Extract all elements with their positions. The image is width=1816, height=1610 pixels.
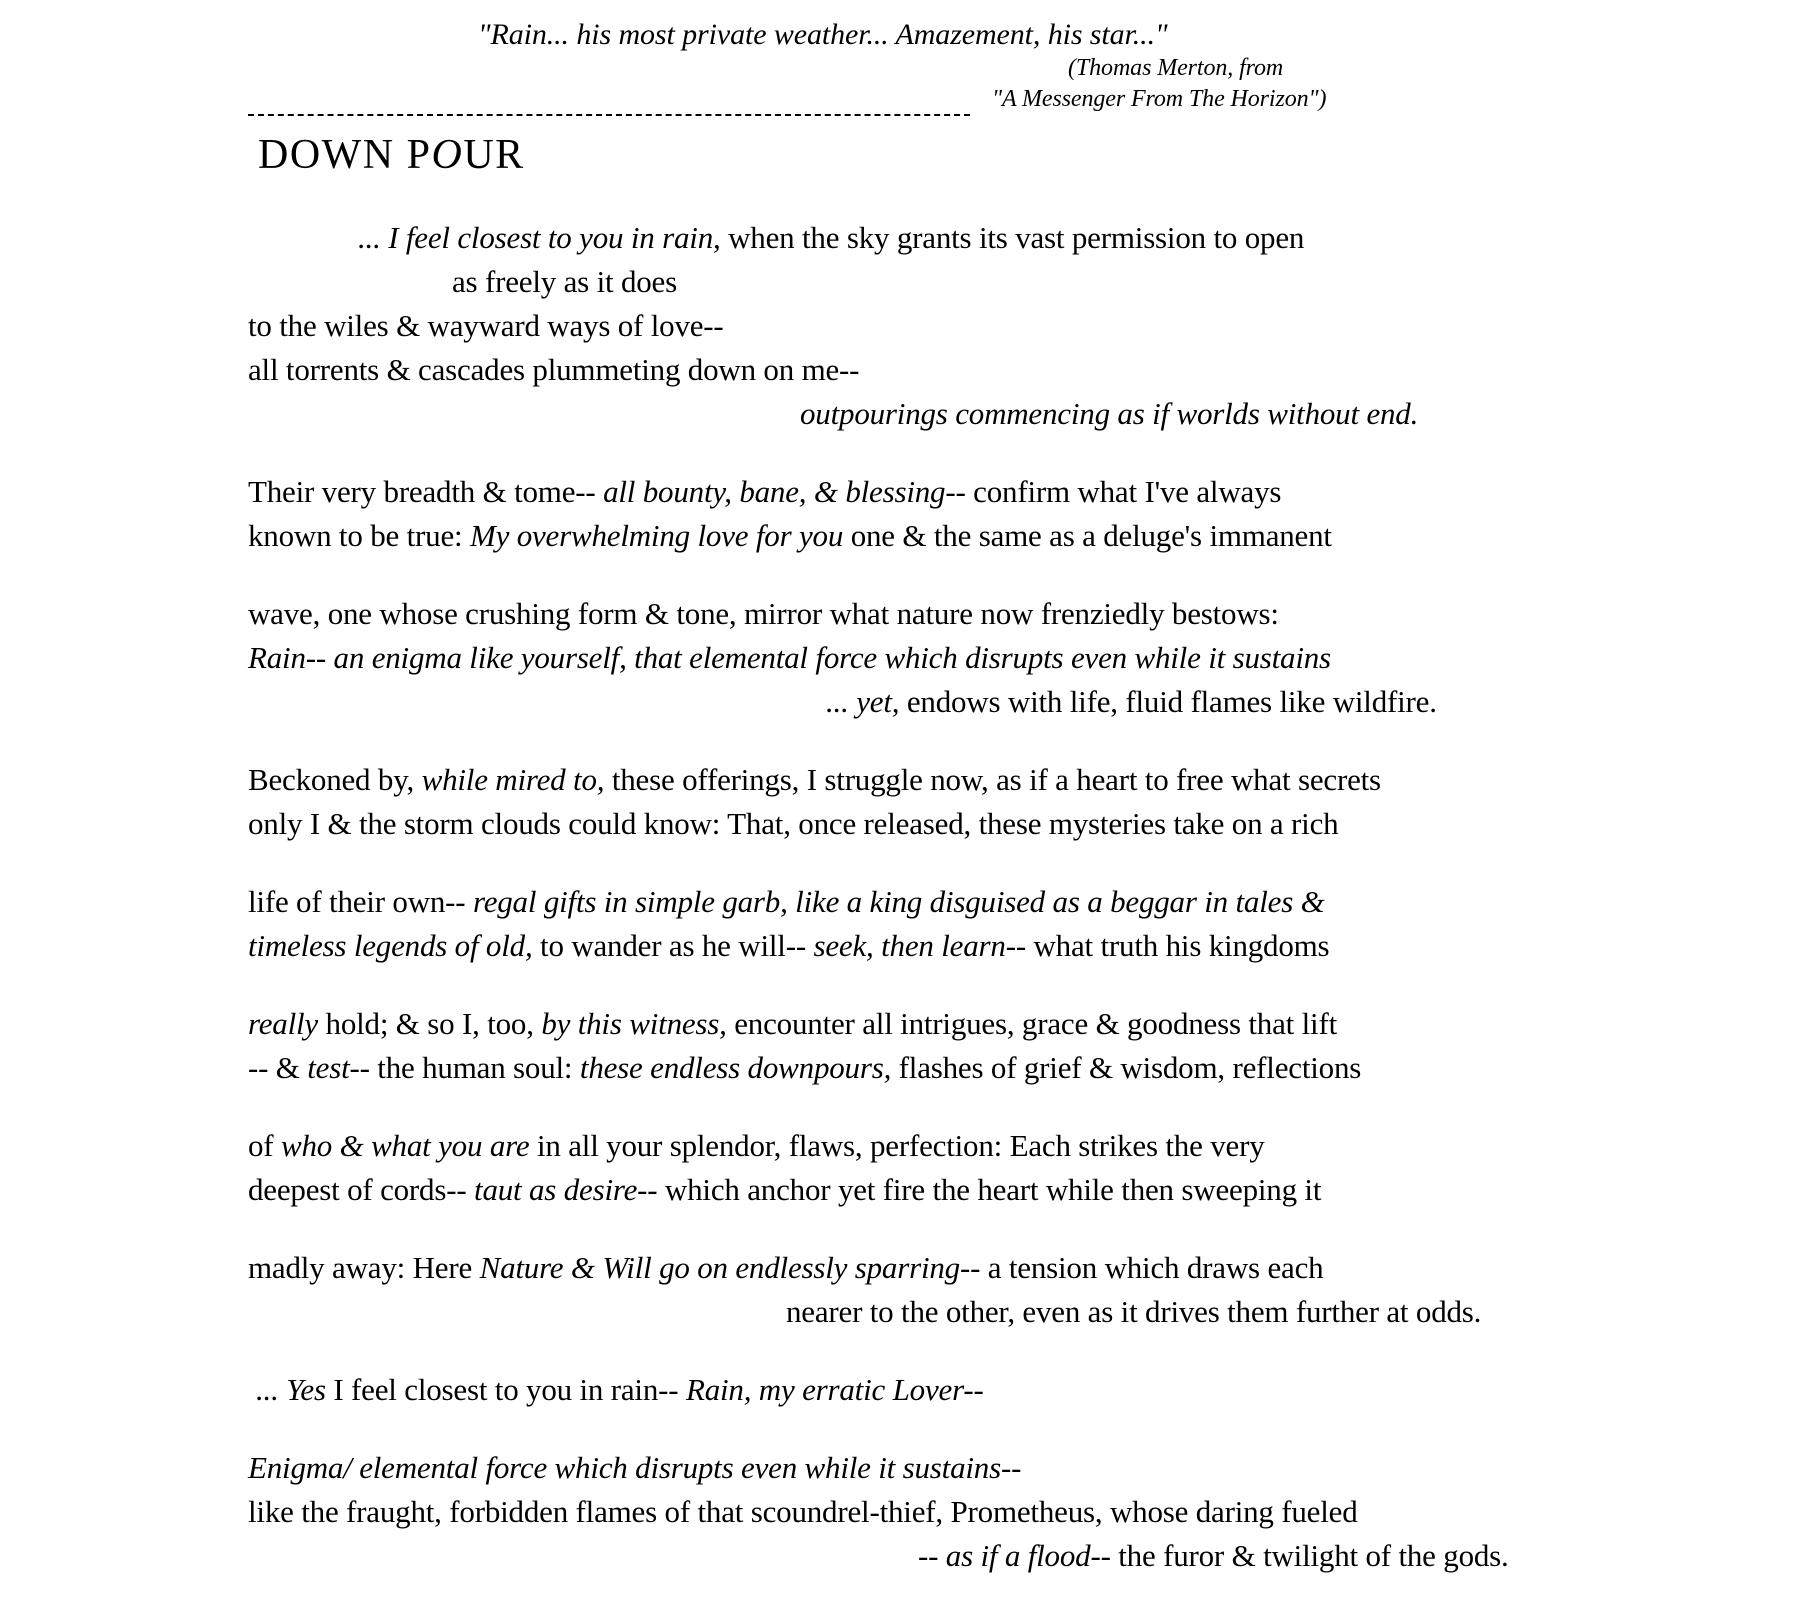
roman-run: known to be true: <box>248 518 470 553</box>
roman-run: when the sky grants its vast permission to open <box>720 220 1305 255</box>
roman-run: hold; & so I, too, <box>317 1006 542 1041</box>
italic-run: Rain-- an enigma like yourself, that elemental force which disrupts even while it sustains <box>248 640 1331 675</box>
italic-run: outpourings commencing as if worlds without end. <box>800 396 1419 431</box>
poem-line <box>0 1490 1816 1534</box>
roman-run: -- the human soul: <box>349 1050 580 1085</box>
roman-run: these offerings, I struggle now, as if a heart to free what secrets <box>604 762 1381 797</box>
stanza <box>0 1124 1816 1212</box>
poem-line <box>0 802 1816 846</box>
page-title-italic-o: O <box>431 132 464 178</box>
poem-line <box>0 1290 1816 1334</box>
italic-run: Rain, my erratic Lover-- <box>685 1372 984 1407</box>
italic-run: really <box>248 1006 318 1041</box>
poem-line <box>0 348 1816 392</box>
poem-line <box>0 304 1816 348</box>
roman-run: nearer to the other, even as it drives them further at odds. <box>786 1294 1482 1329</box>
stanza <box>0 216 1816 436</box>
poem-body <box>0 180 1816 1578</box>
poem-line <box>0 758 1816 802</box>
stanza <box>0 592 1816 724</box>
italic-run: Enigma/ elemental force which disrupts even while it sustains-- <box>248 1450 1022 1485</box>
roman-run: madly away: Here <box>248 1250 480 1285</box>
poem-line <box>0 880 1816 924</box>
epigraph-source-line-1: (Thomas Merton, from <box>1068 55 1284 81</box>
poem-line <box>0 1124 1816 1168</box>
roman-run: all torrents & cascades plummeting down on me-- <box>248 352 860 387</box>
italic-run: as if a flood <box>945 1538 1091 1573</box>
roman-run: flashes of grief & wisdom, reflections <box>891 1050 1362 1085</box>
page-title-part-1: DOWN P <box>258 132 432 178</box>
roman-run: only I & the storm clouds could know: That, once released, these mysteries take on a rich <box>248 806 1339 841</box>
roman-run: -- <box>918 1538 946 1573</box>
italic-run: My overwhelming love for you <box>469 518 844 553</box>
poem-line <box>0 1168 1816 1212</box>
roman-run: one & the same as a deluge's immanent <box>843 518 1332 553</box>
stanza <box>0 1368 1816 1412</box>
italic-run: by this witness, <box>541 1006 727 1041</box>
epigraph-source-line-2: "A Messenger From The Horizon") <box>992 86 1327 112</box>
roman-run: life of their own-- <box>248 884 473 919</box>
roman-run: to the wiles & wayward ways of love-- <box>248 308 724 343</box>
epigraph-block <box>0 0 1816 114</box>
poem-line <box>0 260 1816 304</box>
italic-run: test <box>307 1050 350 1085</box>
roman-run: -- the furor & twilight of the gods. <box>1090 1538 1509 1573</box>
stanza <box>0 880 1816 968</box>
roman-run: -- confirm what I've always <box>945 474 1282 509</box>
italic-run: who & what you are <box>280 1128 530 1163</box>
roman-run: to wander as he will-- <box>532 928 814 963</box>
poem-line <box>0 680 1816 724</box>
italic-run: timeless legends of old, <box>248 928 533 963</box>
poem-line <box>0 1046 1816 1090</box>
page-title <box>0 114 1816 180</box>
poem-line <box>0 636 1816 680</box>
italic-run: ... Yes <box>256 1372 326 1407</box>
roman-run: of <box>248 1128 281 1163</box>
roman-run: Their very breadth & tome-- <box>248 474 604 509</box>
poem-line <box>0 216 1816 260</box>
italic-run: ... yet, <box>826 684 900 719</box>
roman-run: like the fraught, forbidden flames of that scoundrel-thief, Prometheus, whose daring fueled <box>248 1494 1358 1529</box>
poem-line <box>0 1246 1816 1290</box>
stanza <box>0 1446 1816 1578</box>
poem-line <box>0 1002 1816 1046</box>
italic-run: ... I feel closest to you in rain, <box>358 220 721 255</box>
stanza <box>0 470 1816 558</box>
roman-run: -- what truth his kingdoms <box>1005 928 1330 963</box>
italic-run: all bounty, bane, & blessing <box>603 474 946 509</box>
poem-line <box>0 592 1816 636</box>
roman-run: wave, one whose crushing form & tone, mirror what nature now frenziedly bestows: <box>248 596 1279 631</box>
stanza <box>0 1002 1816 1090</box>
italic-run: while mired to, <box>421 762 605 797</box>
poem-line <box>0 924 1816 968</box>
roman-run: I feel closest to you in rain-- <box>325 1372 686 1407</box>
roman-run: -- which anchor yet fire the heart while then sweeping it <box>637 1172 1322 1207</box>
poem-line <box>0 1446 1816 1490</box>
italic-run: taut as desire <box>474 1172 638 1207</box>
stanza <box>0 758 1816 846</box>
roman-run: deepest of cords-- <box>248 1172 475 1207</box>
roman-run: Beckoned by, <box>248 762 422 797</box>
roman-run: in all your splendor, flaws, perfection: Each strikes the very <box>529 1128 1265 1163</box>
italic-run: these endless downpours, <box>579 1050 892 1085</box>
page-title-part-2: UR <box>463 132 525 178</box>
roman-run: endows with life, fluid flames like wildfire. <box>899 684 1437 719</box>
dashed-divider <box>248 114 970 116</box>
roman-run: -- & <box>248 1050 308 1085</box>
poem-line <box>0 470 1816 514</box>
poem-line <box>0 1534 1816 1578</box>
roman-run: as freely as it does <box>452 264 677 299</box>
poem-line <box>0 514 1816 558</box>
roman-run: encounter all intrigues, grace & goodness that lift <box>726 1006 1337 1041</box>
italic-run: seek, then learn <box>813 928 1006 963</box>
poem-line <box>0 392 1816 436</box>
roman-run: -- a tension which draws each <box>959 1250 1324 1285</box>
italic-run: regal gifts in simple garb, like a king disguised as a beggar in tales & <box>472 884 1325 919</box>
stanza <box>0 1246 1816 1334</box>
italic-run: Nature & Will go on endlessly sparring <box>479 1250 960 1285</box>
epigraph-quote: "Rain... his most private weather... Amazement, his star..." <box>478 18 1168 51</box>
poem-line <box>0 1368 1816 1412</box>
